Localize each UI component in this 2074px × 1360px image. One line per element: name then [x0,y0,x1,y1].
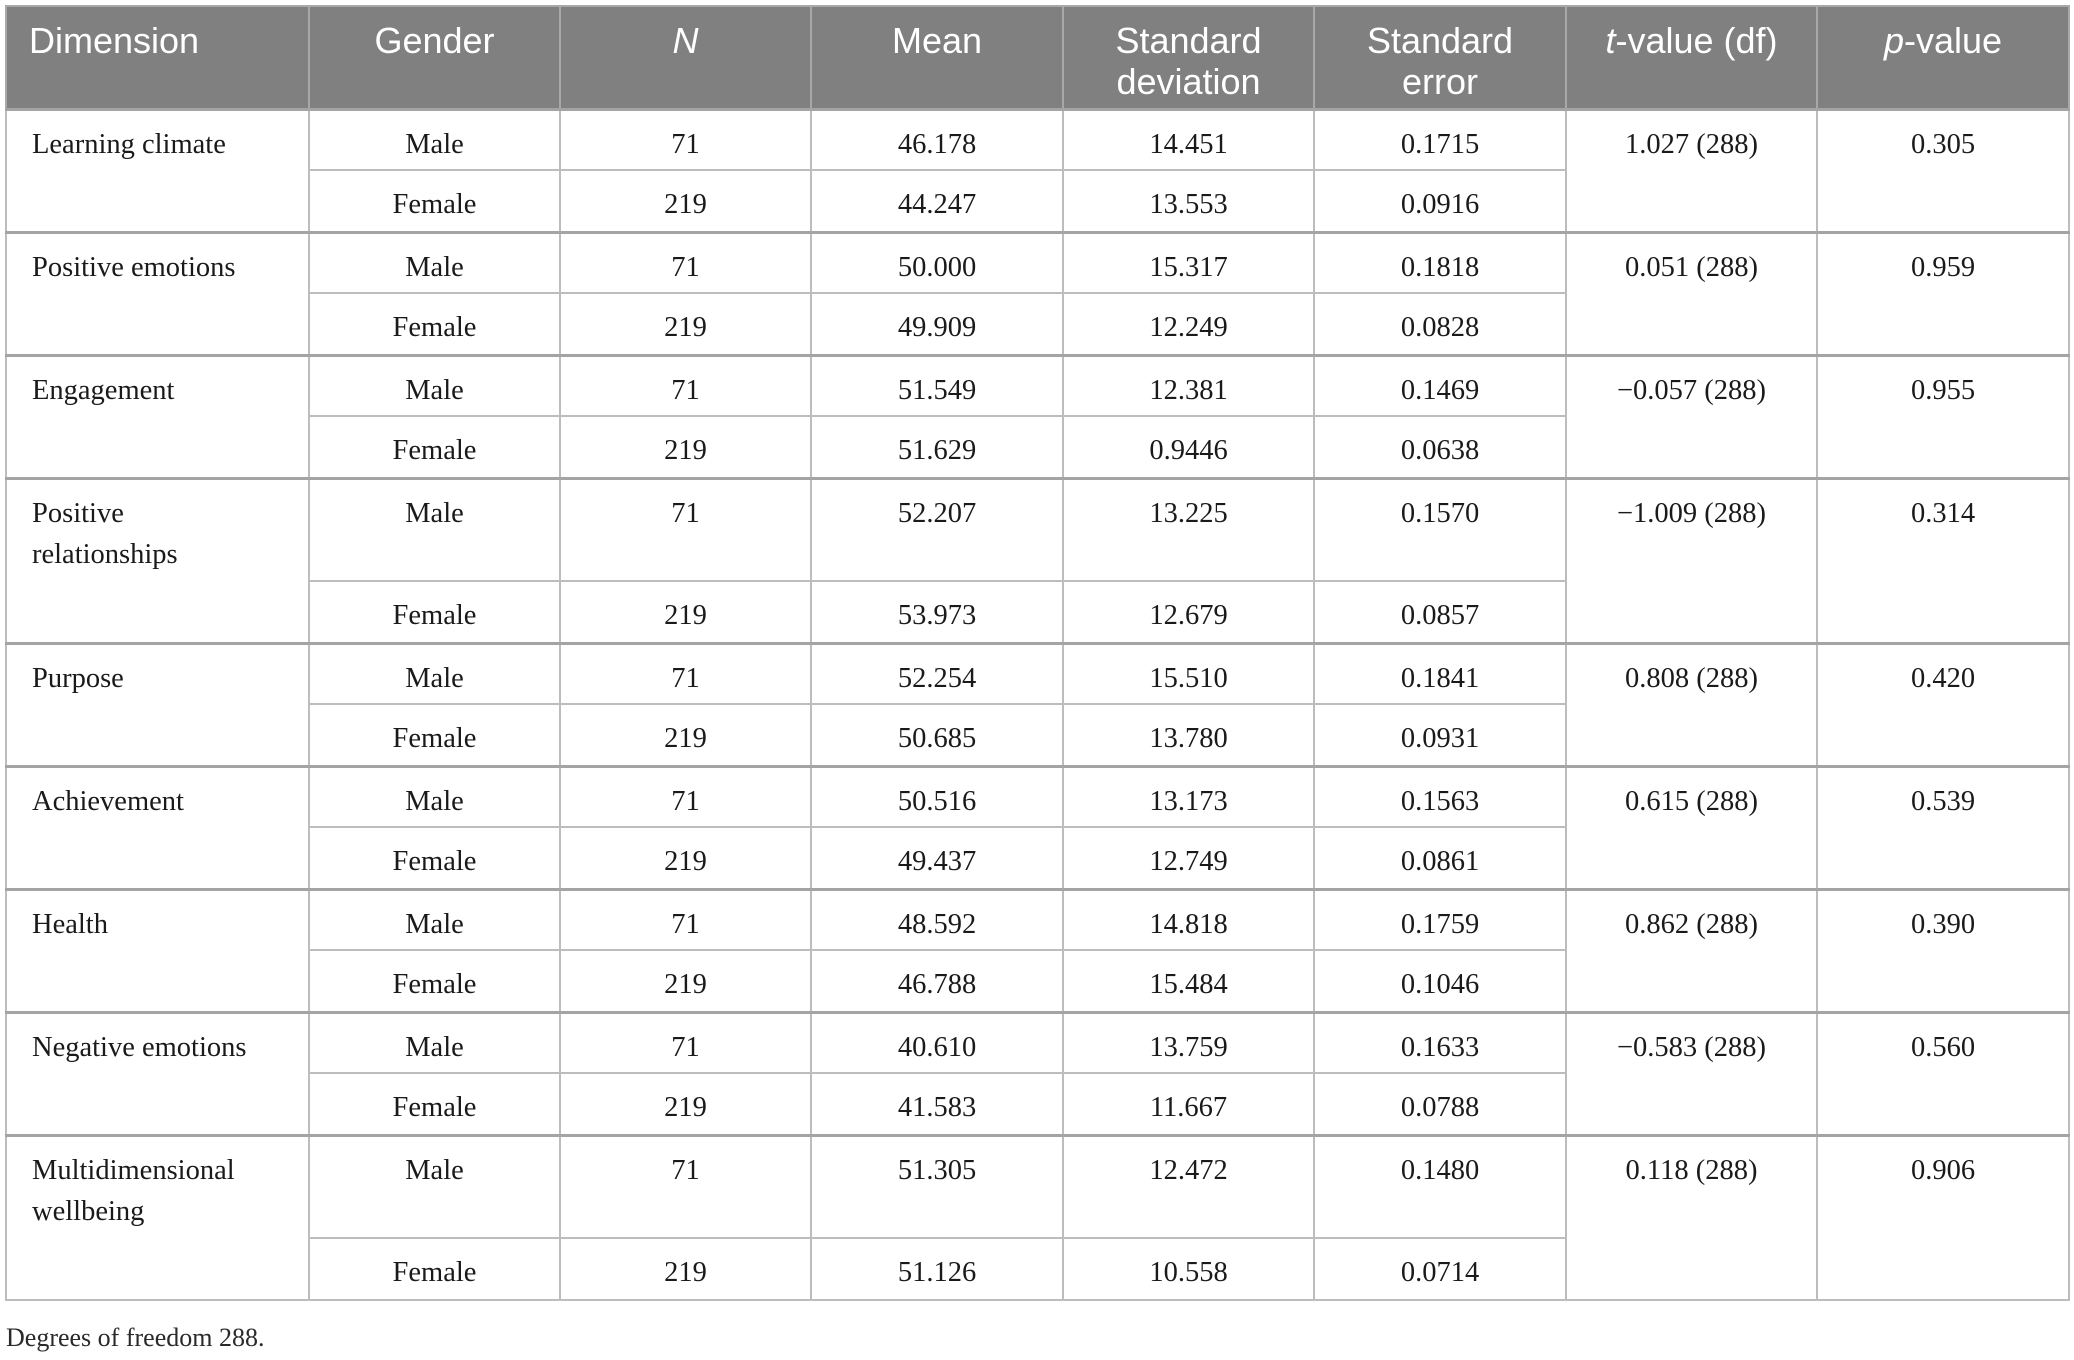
gender-cell: Female [309,950,560,1012]
sd-cell: 13.759 [1063,1012,1314,1073]
se-cell: 0.0714 [1314,1238,1566,1300]
mean-cell: 51.629 [811,416,1063,478]
sd-cell: 12.381 [1063,355,1314,416]
se-cell: 0.1563 [1314,766,1566,827]
mean-cell: 46.178 [811,109,1063,170]
mean-cell: 53.973 [811,581,1063,643]
gender-cell: Female [309,704,560,766]
sd-cell: 15.484 [1063,950,1314,1012]
dimension-cell [6,766,309,889]
p-value-cell: 0.305 [1817,109,2069,232]
sd-cell: 12.679 [1063,581,1314,643]
header-gender-text: Gender [374,20,495,61]
p-value-cell: 0.959 [1817,232,2069,355]
table-container [5,5,2068,1301]
se-cell: 0.1480 [1314,1135,1566,1238]
sd-cell: 12.249 [1063,293,1314,355]
dimension-cell [6,1135,309,1300]
se-cell: 0.0931 [1314,704,1566,766]
header-p-value [1817,6,2069,109]
se-cell: 0.0788 [1314,1073,1566,1135]
mean-cell: 52.254 [811,643,1063,704]
header-t-value [1566,6,1817,109]
n-cell: 219 [560,827,811,889]
sd-cell: 13.553 [1063,170,1314,232]
gender-cell: Female [309,1238,560,1300]
p-value-cell: 0.906 [1817,1135,2069,1300]
se-cell: 0.0638 [1314,416,1566,478]
n-cell: 71 [560,1012,811,1073]
table-row [6,766,2069,827]
dimension-label: Health [32,908,108,940]
n-cell: 71 [560,889,811,950]
table-row [6,889,2069,950]
dimension-label: Multidimensional [32,1154,235,1186]
dimension-cell [6,109,309,232]
header-sd-line1: Standard [1115,20,1262,61]
se-cell: 0.1633 [1314,1012,1566,1073]
gender-cell: Male [309,1135,560,1238]
header-row [6,6,2069,109]
header-se [1314,6,1566,109]
se-cell: 0.0861 [1314,827,1566,889]
se-cell: 0.0916 [1314,170,1566,232]
mean-cell: 52.207 [811,478,1063,581]
n-cell: 71 [560,478,811,581]
header-mean-text: Mean [891,20,983,61]
se-cell: 0.0857 [1314,581,1566,643]
gender-cell: Male [309,1012,560,1073]
n-cell: 219 [560,704,811,766]
mean-cell: 49.437 [811,827,1063,889]
table-row [6,1135,2069,1238]
dimension-label-line2: relationships [32,538,178,570]
header-se-line2: error [1401,61,1478,102]
mean-cell: 46.788 [811,950,1063,1012]
header-dimension-text: Dimension [29,20,200,61]
header-p-rest: -value [1903,20,2003,61]
se-cell: 0.1469 [1314,355,1566,416]
table-row [6,109,2069,170]
sd-cell: 10.558 [1063,1238,1314,1300]
n-cell: 219 [560,293,811,355]
table-header [6,6,2069,109]
gender-cell: Female [309,1073,560,1135]
dimension-label: Purpose [32,662,124,694]
n-cell: 219 [560,950,811,1012]
table-row [6,643,2069,704]
sd-cell: 13.225 [1063,478,1314,581]
n-cell: 219 [560,1073,811,1135]
t-value-cell: 0.615 (288) [1566,766,1817,889]
n-cell: 71 [560,232,811,293]
se-cell: 0.1818 [1314,232,1566,293]
se-cell: 0.0828 [1314,293,1566,355]
t-value-cell: 0.808 (288) [1566,643,1817,766]
gender-cell: Female [309,827,560,889]
n-cell: 71 [560,355,811,416]
header-t-italic: t [1605,20,1616,61]
header-sd-line2: deviation [1116,61,1261,102]
dimension-label: Positive [32,497,124,529]
t-value-cell: −0.057 (288) [1566,355,1817,478]
mean-cell: 51.549 [811,355,1063,416]
table-body [6,109,2069,1300]
header-sd [1063,6,1314,109]
sd-cell: 0.9446 [1063,416,1314,478]
p-value-cell: 0.539 [1817,766,2069,889]
dimension-label: Positive emotions [32,251,236,283]
header-n-text: N [672,20,699,61]
t-value-cell: −1.009 (288) [1566,478,1817,643]
gender-cell: Male [309,232,560,293]
dimension-label: Learning climate [32,128,226,160]
mean-cell: 40.610 [811,1012,1063,1073]
gender-cell: Male [309,109,560,170]
gender-cell: Female [309,293,560,355]
sd-cell: 11.667 [1063,1073,1314,1135]
mean-cell: 51.305 [811,1135,1063,1238]
mean-cell: 49.909 [811,293,1063,355]
header-dimension [6,6,309,109]
n-cell: 71 [560,109,811,170]
dimension-cell [6,889,309,1012]
se-cell: 0.1570 [1314,478,1566,581]
dimension-cell [6,355,309,478]
sd-cell: 15.510 [1063,643,1314,704]
gender-cell: Female [309,581,560,643]
header-n [560,6,811,109]
results-table [5,5,2070,1301]
table-row [6,232,2069,293]
mean-cell: 48.592 [811,889,1063,950]
dimension-label: Achievement [32,785,184,817]
gender-cell: Female [309,170,560,232]
n-cell: 71 [560,643,811,704]
n-cell: 219 [560,1238,811,1300]
t-value-cell: 0.118 (288) [1566,1135,1817,1300]
header-gender [309,6,560,109]
gender-cell: Male [309,766,560,827]
mean-cell: 50.516 [811,766,1063,827]
n-cell: 219 [560,581,811,643]
se-cell: 0.1841 [1314,643,1566,704]
t-value-cell: 1.027 (288) [1566,109,1817,232]
gender-cell: Female [309,416,560,478]
se-cell: 0.1715 [1314,109,1566,170]
gender-cell: Male [309,889,560,950]
dimension-cell [6,478,309,643]
n-cell: 219 [560,170,811,232]
sd-cell: 15.317 [1063,232,1314,293]
gender-cell: Male [309,478,560,581]
mean-cell: 50.685 [811,704,1063,766]
p-value-cell: 0.314 [1817,478,2069,643]
sd-cell: 14.451 [1063,109,1314,170]
dimension-cell [6,643,309,766]
n-cell: 71 [560,1135,811,1238]
dimension-cell [6,1012,309,1135]
dimension-label: Negative emotions [32,1031,247,1063]
mean-cell: 50.000 [811,232,1063,293]
table-row [6,1012,2069,1073]
p-value-cell: 0.420 [1817,643,2069,766]
mean-cell: 41.583 [811,1073,1063,1135]
header-t-rest: -value (df) [1615,20,1778,61]
header-mean [811,6,1063,109]
p-value-cell: 0.955 [1817,355,2069,478]
dimension-cell [6,232,309,355]
t-value-cell: 0.862 (288) [1566,889,1817,1012]
table-row [6,355,2069,416]
header-se-line1: Standard [1366,20,1514,61]
sd-cell: 12.749 [1063,827,1314,889]
sd-cell: 13.780 [1063,704,1314,766]
p-value-cell: 0.560 [1817,1012,2069,1135]
sd-cell: 14.818 [1063,889,1314,950]
n-cell: 219 [560,416,811,478]
mean-cell: 44.247 [811,170,1063,232]
gender-cell: Male [309,355,560,416]
gender-cell: Male [309,643,560,704]
p-value-cell: 0.390 [1817,889,2069,1012]
se-cell: 0.1046 [1314,950,1566,1012]
header-p-italic: p [1883,20,1904,61]
t-value-cell: 0.051 (288) [1566,232,1817,355]
sd-cell: 12.472 [1063,1135,1314,1238]
t-value-cell: −0.583 (288) [1566,1012,1817,1135]
dimension-label: Engagement [32,374,175,406]
table-row [6,478,2069,581]
sd-cell: 13.173 [1063,766,1314,827]
mean-cell: 51.126 [811,1238,1063,1300]
n-cell: 71 [560,766,811,827]
se-cell: 0.1759 [1314,889,1566,950]
table-footnote: Degrees of freedom 288. [6,1323,265,1352]
dimension-label-line2: wellbeing [32,1195,145,1227]
